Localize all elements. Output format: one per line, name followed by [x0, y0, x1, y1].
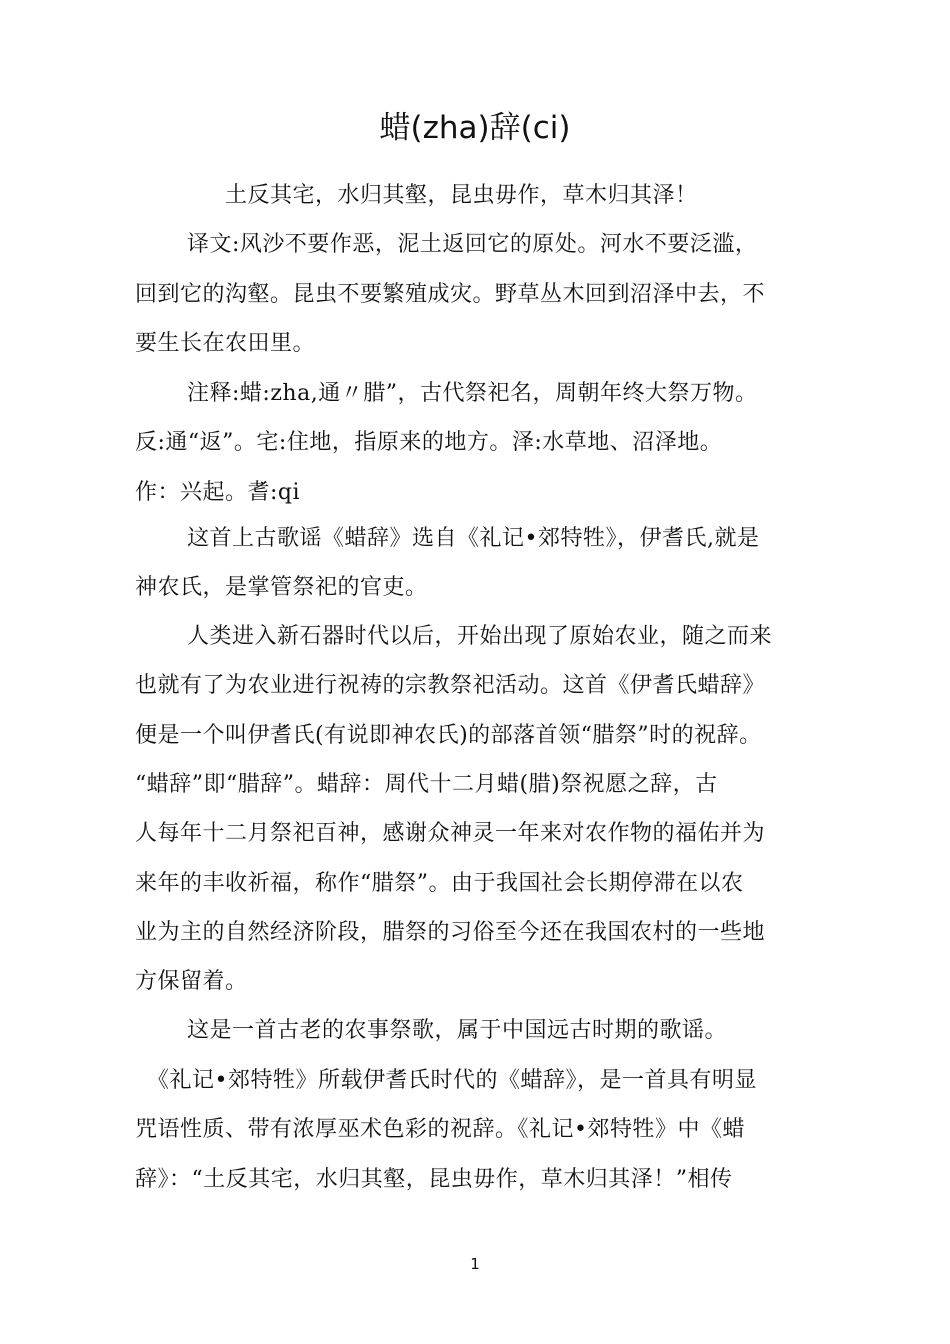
- paragraph-line: 作：兴起。耆:qi: [135, 480, 301, 505]
- document-title: 蜡(zha)辞(ci): [379, 110, 571, 146]
- paragraph-line: 人类进入新石器时代以后，开始出现了原始农业，随之而来: [187, 624, 773, 649]
- paragraph-line: “蜡辞”即“腊辞”。蜡辞：周代十二月蜡(腊)祭祝愿之辞，古: [135, 772, 718, 797]
- paragraph-line: 便是一个叫伊耆氏(有说即神农氏)的部落首领“腊祭”时的祝辞。: [135, 723, 762, 748]
- paragraph-line: 反:通“返”。宅:住地，指原来的地方。泽:水草地、沼泽地。: [135, 430, 723, 455]
- paragraph-line: 来年的丰收祈福，称作“腊祭”。由于我国社会长期停滞在以农: [135, 871, 744, 896]
- paragraph-line: 这是一首古老的农事祭歌，属于中国远古时期的歌谣。: [187, 1018, 728, 1043]
- paragraph-line: 人每年十二月祭祀百神，感谢众神灵一年来对农作物的福佑并为: [135, 821, 766, 846]
- page-number: 1: [470, 1255, 480, 1273]
- paragraph-line: 辞》：“土反其宅，水归其壑，昆虫毋作，草木归其泽！”相传: [135, 1167, 733, 1192]
- paragraph-line: 业为主的自然经济阶段，腊祭的习俗至今还在我国农村的一些地: [135, 920, 766, 945]
- paragraph-line: 回到它的沟壑。昆虫不要繁殖成灾。野草丛木回到沼泽中去，不: [135, 282, 766, 307]
- paragraph-line: 神农氏，是掌管祭祀的官吏。: [135, 575, 428, 600]
- paragraph-line: 要生长在农田里。: [135, 331, 316, 356]
- paragraph-line: 咒语性质、带有浓厚巫术色彩的祝辞。《礼记•郊特牲》中《蜡: [135, 1117, 745, 1142]
- paragraph-line: 译文:风沙不要作恶，泥土返回它的原处。河水不要泛滥，: [187, 232, 758, 257]
- paragraph-line: 这首上古歌谣《蜡辞》选自《礼记•郊特牲》，伊耆氏,就是: [187, 526, 760, 551]
- paragraph-line: 方保留着。: [135, 969, 248, 994]
- paragraph-line: 注释:蜡:zha,通〃腊”，古代祭祀名，周朝年终大祭万物。: [187, 381, 758, 406]
- paragraph-line: 《礼记•郊特牲》所载伊耆氏时代的《蜡辞》，是一首具有明显: [147, 1068, 757, 1093]
- poem-line: 土反其宅，水归其壑，昆虫毋作，草木归其泽！: [225, 183, 698, 208]
- paragraph-line: 也就有了为农业进行祝祷的宗教祭祀活动。这首《伊耆氏蜡辞》: [135, 673, 766, 698]
